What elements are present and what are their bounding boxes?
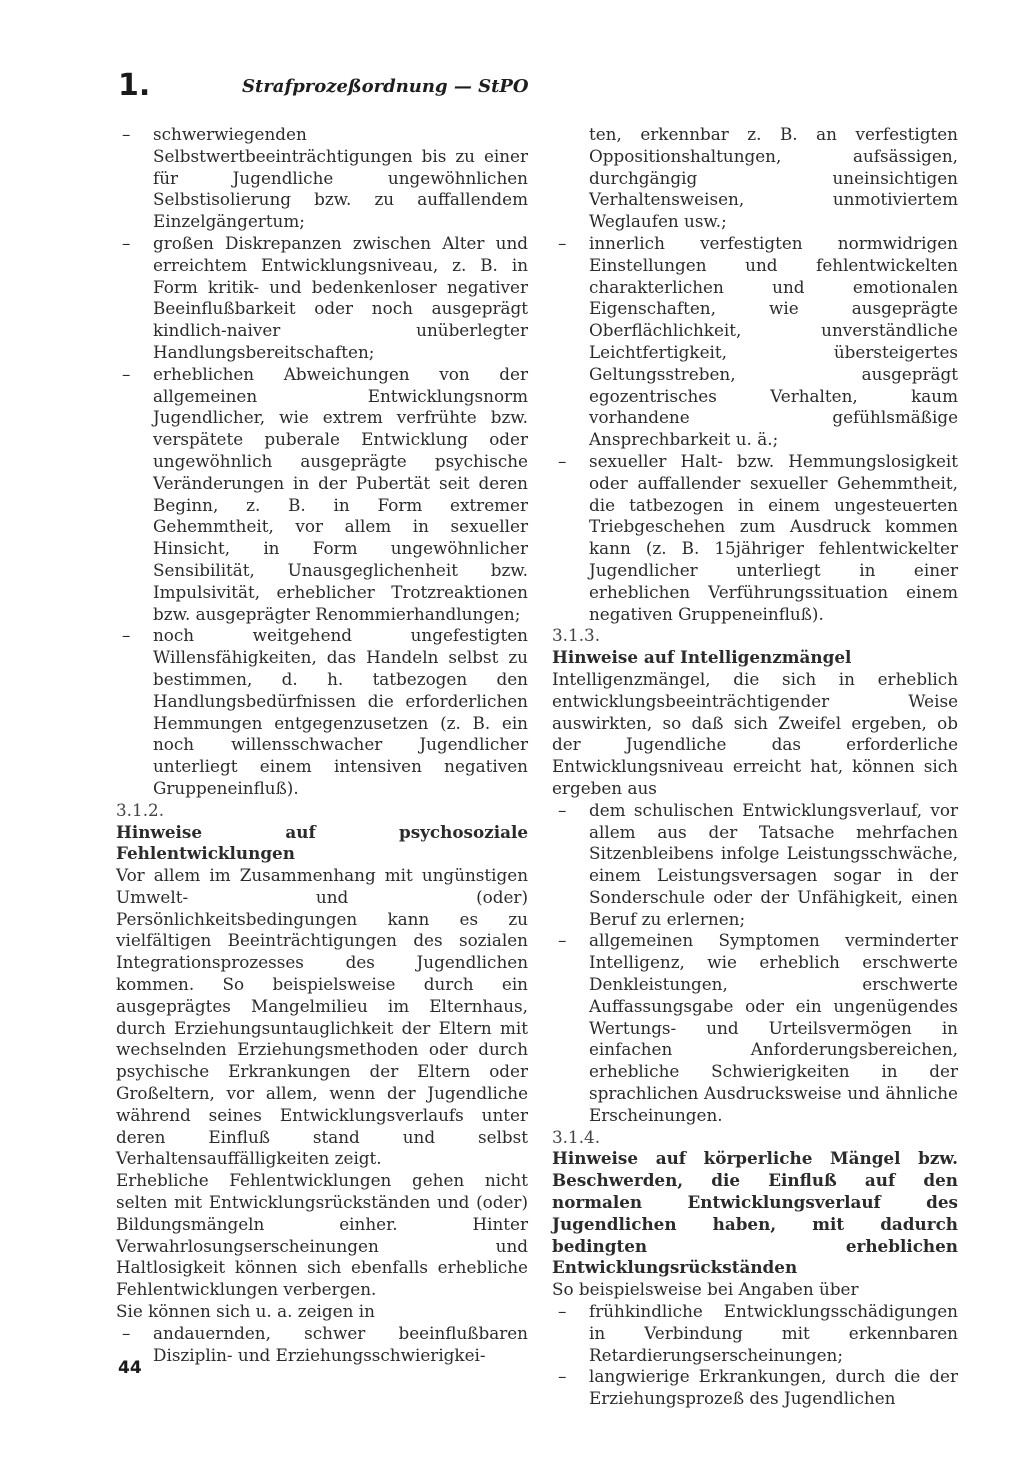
section-number-314: 3.1.4. — [552, 1126, 601, 1147]
symptom-list-a — [116, 124, 528, 800]
list-item: – dem schulischen Entwicklungsverlauf, vor allem aus der Tatsache mehrfachen Sitzenbleibens infolge Leistungsschwäche, einem Leistungsversagen sogar in der Sonderschule oder der Unfähigkeit, einen Beruf zu erlernen; — [552, 800, 958, 931]
list-item: – frühkindliche Entwicklungsschädigungen in Verbindung mit erkennbaren Retardierungserscheinungen; — [552, 1301, 958, 1366]
symptom-list-c — [552, 233, 958, 625]
paragraph: Vor allem im Zusammenhang mit ungünstigen Umwelt- und (oder) Persönlichkeitsbedingungen kann es zu vielfältigen Beeinträchtigungen des sozialen Integrationsprozesses des Jugendlichen kommen. So beispielsweise durch ein ausgeprägtes Mangelmilieu im Elternhaus, durch Erziehungsuntauglichkeit der Eltern mit wechselnden Erziehungsmethoden oder durch psychische Erkrankungen der Eltern oder Großeltern, vor allem, wenn der Jugendliche während seines Entwicklungsverlaufs unter deren Einfluß stand und selbst Verhaltensauffälligkeiten zeigt. — [116, 865, 528, 1169]
list-item: – innerlich verfestigten normwidrigen Einstellungen und fehlentwickelten charakterlichen und emotionalen Eigenschaften, wie ausgeprägte Oberflächlichkeit, unverständliche Leichtfertigkeit, übersteigertes Geltungsstreben, ausgeprägt egozentrisches Verhalten, kaum vorhandene gefühlsmäßige Ansprechbarkeit u. ä.; — [552, 233, 958, 451]
symptom-list-e — [552, 1301, 958, 1410]
paragraph: Intelligenzmängel, die sich in erheblich entwicklungsbeeinträchtigender Weise auswirkten, so daß sich Zweifel ergeben, ob der Jugendliche das erforderliche Entwicklungsniveau erreicht hat, können sich ergeben aus — [552, 668, 958, 798]
section-heading-312: Hinweise auf psychosoziale Fehlentwicklungen — [116, 821, 528, 864]
list-item: – großen Diskrepanzen zwischen Alter und erreichtem Entwicklungsniveau, z. B. in Form kritik- und bedenkenloser negativer Beeinflußbarkeit oder noch ausgeprägt kindlich-naiver unüberlegter Handlungsbereitschaften; — [116, 233, 528, 364]
list-item: – sexueller Halt- bzw. Hemmungslosigkeit oder auffallender sexueller Gehemmtheit, die tatbezogen in einem ungesteuerten Triebgeschehen zum Ausdruck kommen kann (z. B. 15jähriger fehlentwickelter Jugendlicher unterliegt in einer erheblichen Verführungssituation einem negativen Gruppeneinfluß). — [552, 451, 958, 625]
list-item: – schwerwiegenden Selbstwertbeeinträchtigungen bis zu einer für Jugendliche ungewöhnlichen Selbstisolierung bzw. zu auffallendem Einzelgängertum; — [116, 124, 528, 233]
section-heading-314: Hinweise auf körperliche Mängel bzw. Beschwerden, die Einfluß auf den normalen Entwicklungsverlauf des Jugendlichen haben, mit dadurch bedingten erheblichen Entwicklungsrückständen — [552, 1148, 958, 1278]
left-column — [116, 124, 528, 1366]
chapter-number: 1. — [118, 68, 151, 103]
paragraph: So beispielsweise bei Angaben über — [552, 1279, 859, 1300]
list-item-continuation: ten, erkennbar z. B. an verfestigten Oppositionshaltungen, aufsässigen, durchgängig uneinsichtigen Verhaltensweisen, unmotiviertem Weglaufen usw.; — [589, 124, 958, 232]
list-item: – andauernden, schwer beeinflußbaren Disziplin- und Erziehungsschwierigkei- — [116, 1323, 528, 1367]
page-number: 44 — [118, 1358, 142, 1378]
running-title: Strafprozeßordnung — StPO — [242, 76, 529, 97]
paragraph: Sie können sich u. a. zeigen in — [116, 1301, 375, 1322]
right-column — [552, 124, 958, 1410]
section-number-312: 3.1.2. — [116, 799, 165, 820]
symptom-list-d — [552, 800, 958, 1127]
list-item: – allgemeinen Symptomen verminderter Intelligenz, wie erheblich erschwerte Denkleistungen, erschwerte Auffassungsgabe oder ein ungenügendes Wertungs- und Urteilsvermögen in einfachen Anforderungsbereichen, erhebliche Schwierigkeiten in der sprachlichen Ausdrucksweise und ähnliche Erscheinungen. — [552, 930, 958, 1126]
list-item: – noch weitgehend ungefestigten Willensfähigkeiten, das Handeln selbst zu bestimmen, d. h. tatbezogen den Handlungsbedürfnissen die erforderlichen Hemmungen entgegenzusetzen (z. B. ein noch willensschwacher Jugendlicher unterliegt einem intensiven negativen Gruppeneinfluß). — [116, 625, 528, 799]
list-item: – erheblichen Abweichungen von der allgemeinen Entwicklungsnorm Jugendlicher, wie extrem verfrühte bzw. verspätete puberale Entwicklung oder ungewöhnlich ausgeprägte psychische Veränderungen in der Pubertät seit deren Beginn, z. B. in Form extremer Gehemmtheit, vor allem in sexueller Hinsicht, in Form ungewöhnlicher Sensibilität, Unausgeglichenheit bzw. Impulsivität, erheblicher Trotzreaktionen bzw. ausgeprägter Renommierhandlungen; — [116, 364, 528, 626]
list-item: – langwierige Erkrankungen, durch die der Erziehungsprozeß des Jugendlichen — [552, 1366, 958, 1410]
section-heading-313: Hinweise auf Intelligenzmängel — [552, 647, 852, 668]
section-number-313: 3.1.3. — [552, 625, 601, 646]
symptom-list-b — [116, 1323, 528, 1367]
paragraph: Erhebliche Fehlentwicklungen gehen nicht selten mit Entwicklungsrückständen und (oder) Bildungsmängeln einher. Hinter Verwahrlosungserscheinungen und Haltlosigkeit können sich ebenfalls erhebliche Fehlentwicklungen verbergen. — [116, 1170, 528, 1300]
page-header — [118, 68, 548, 108]
